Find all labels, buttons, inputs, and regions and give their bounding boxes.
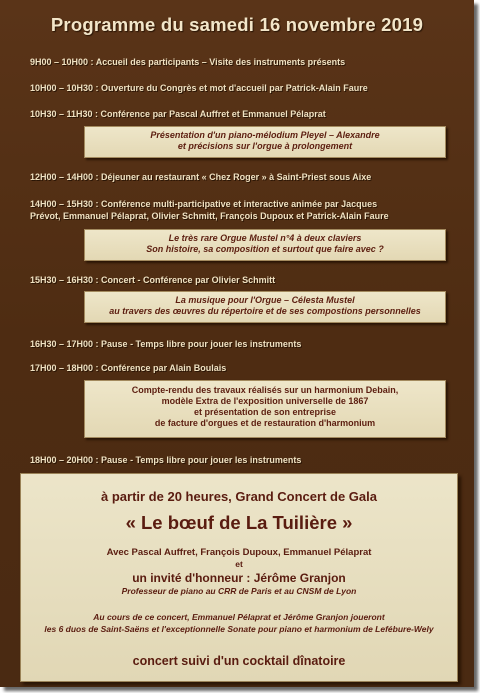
gala-program-line: Au cours de ce concert, Emmanuel Pélaprat et Jérôme Granjon joueront — [93, 612, 385, 622]
schedule-item-0900: 9H00 – 10H00 : Accueil des participants – Visite des instruments présents — [30, 57, 346, 67]
gala-performers: Avec Pascal Auffret, François Dupoux, Emmanuel Pélaprat — [106, 547, 372, 558]
box-line: Présentation d'un piano-mélodium Pleyel – Alexandre — [150, 130, 380, 140]
gala-guest-role: Professeur de piano au CRR de Paris et au CNSM de Lyon — [121, 586, 357, 596]
box-line: Compte-rendu des travaux réalisés sur un harmonium Debain, — [131, 385, 399, 395]
box-line: de facture d'orgues et de restauration d'harmonium — [154, 418, 376, 428]
schedule-item-1630: 16H30 – 17H00 : Pause - Temps libre pour jouer les instruments — [30, 339, 302, 349]
schedule-item-1800: 18H00 – 20H00 : Pause - Temps libre pour jouer les instruments — [30, 455, 302, 465]
box-line: et présentation de son entreprise — [193, 407, 337, 417]
gala-cocktail: concert suivi d'un cocktail dînatoire — [132, 654, 346, 668]
presentation-box-pleyel — [84, 126, 446, 158]
box-line: Le très rare Orgue Mustel n°4 à deux claviers — [168, 233, 362, 243]
gala-time: à partir de 20 heures, Grand Concert de Gala — [101, 489, 377, 504]
presentation-box-mustel — [84, 229, 446, 261]
gala-guest: un invité d'honneur : Jérôme Granjon — [132, 571, 346, 585]
box-line: et précisions sur l'orgue à prolongement — [177, 141, 353, 151]
gala-title: « Le bœuf de La Tuilière » — [125, 512, 353, 533]
box-line: La musique pour l'Orgue – Célesta Mustel — [175, 295, 355, 305]
schedule-item-1700: 17H00 – 18H00 : Conférence par Alain Boulais — [30, 363, 227, 373]
schedule-item-1200: 12H00 – 14H00 : Déjeuner au restaurant « Chez Roger » à Saint-Priest sous Aixe — [30, 172, 372, 182]
gala-and: et — [235, 559, 243, 569]
box-line: Son histoire, sa composition et surtout que faire avec ? — [146, 244, 384, 254]
presentation-box-celesta — [84, 291, 446, 323]
schedule-item-1400: 14H00 – 15H30 : Conférence multi-participative et interactive animée par Jacques — [30, 199, 378, 209]
box-line: au travers des œuvres du répertoire et de ses compostions personnelles — [109, 306, 421, 316]
schedule-item-1030: 10H30 – 11H30 : Conférence par Pascal Auffret et Emmanuel Pélaprat — [30, 109, 326, 119]
presentation-box-debain — [84, 380, 446, 438]
schedule-item-1530: 15H30 – 16H30 : Concert - Conférence par Olivier Schmitt — [30, 275, 276, 285]
gala-concert-box — [20, 473, 458, 682]
gala-program — [21, 611, 457, 635]
page-title: Programme du samedi 16 novembre 2019 — [50, 14, 424, 35]
gala-program-line: les 6 duos de Saint-Saëns et l'exceptionnelle Sonate pour piano et harmonium de Lefébure-Wely — [44, 624, 434, 634]
box-line: modèle Extra de l'exposition universelle de 1867 — [161, 396, 369, 406]
schedule-item-1400-cont: Prévot, Emmanuel Pélaprat, Olivier Schmitt, François Dupoux et Patrick-Alain Faure — [30, 211, 389, 221]
schedule-item-1000: 10H00 – 10H30 : Ouverture du Congrès et mot d'accueil par Patrick-Alain Faure — [30, 83, 368, 93]
